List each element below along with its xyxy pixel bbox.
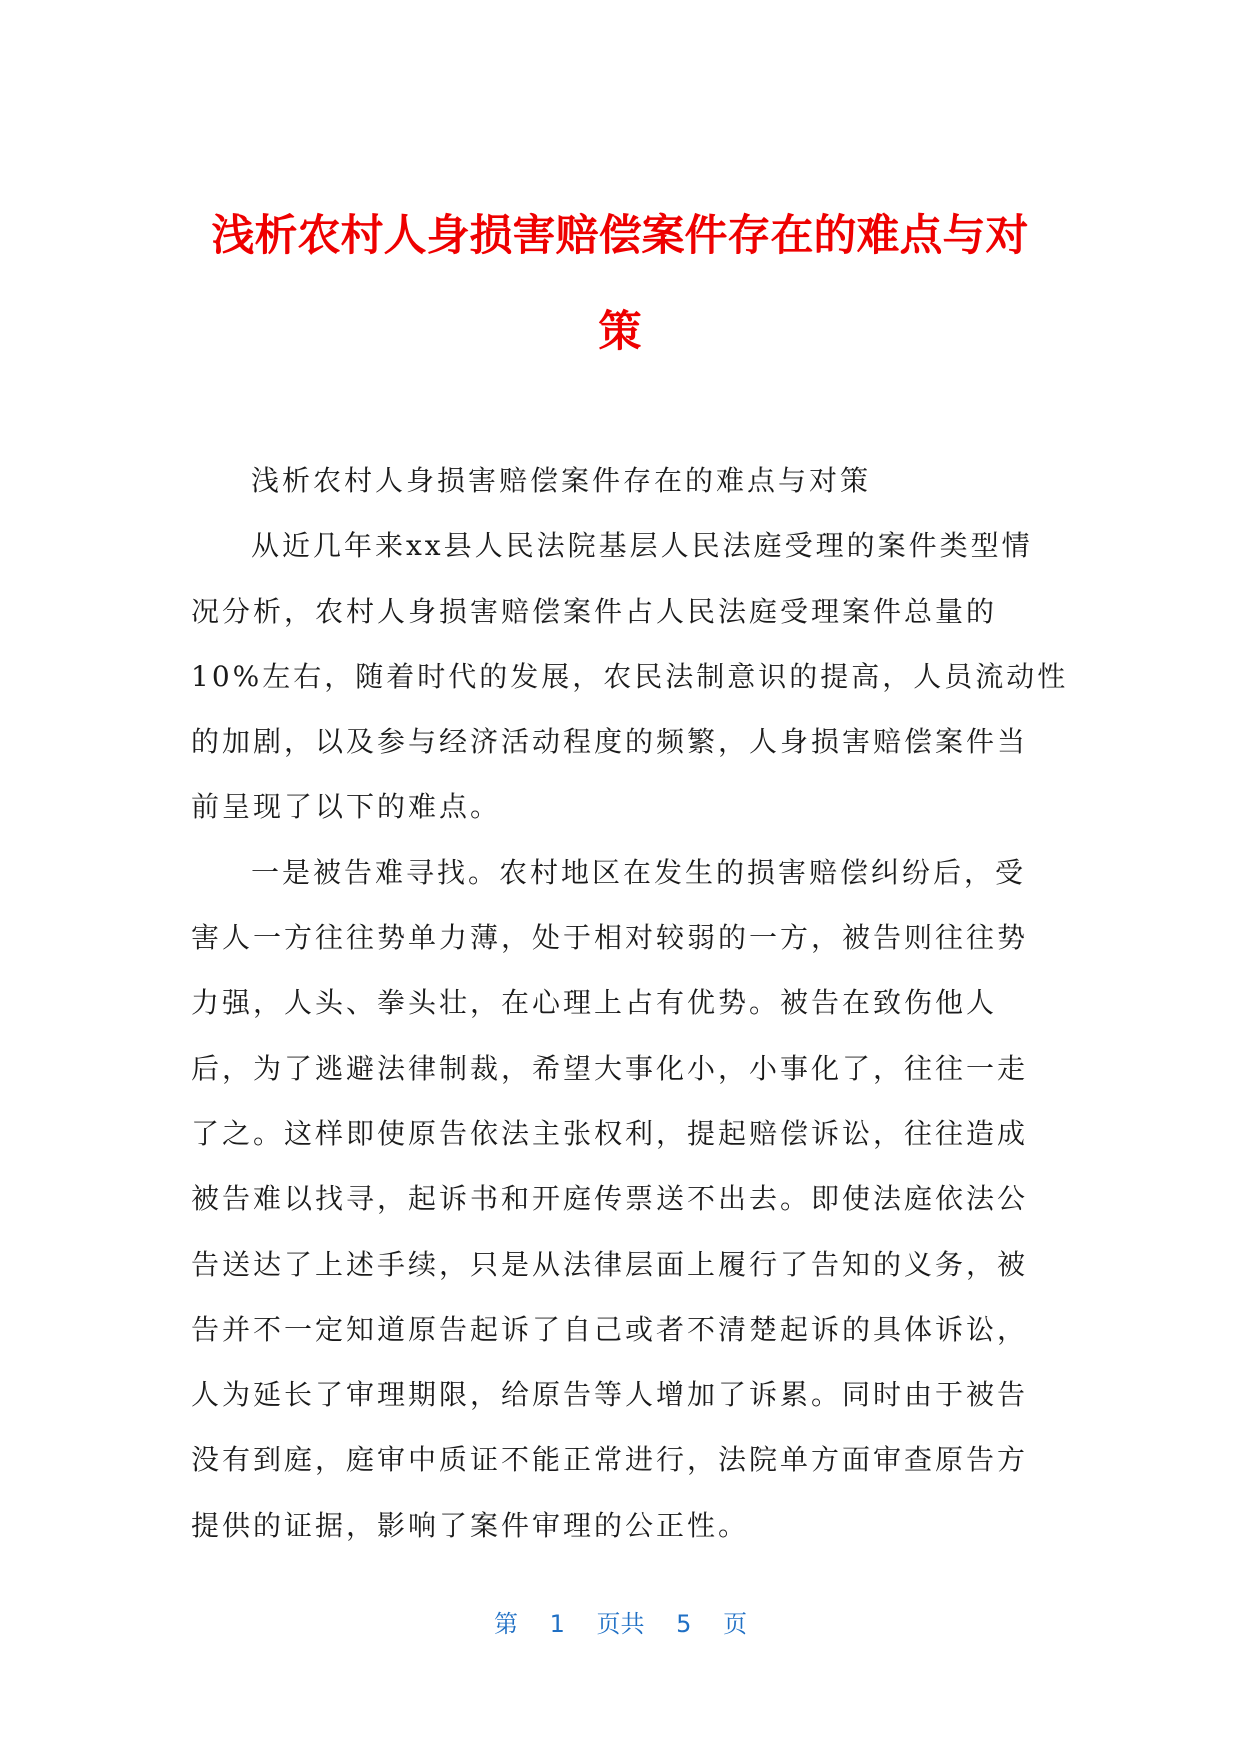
paragraph-line: 提供的证据，影响了案件审理的公正性。 — [191, 1508, 750, 1542]
document-body — [191, 448, 1069, 1558]
document-title — [180, 188, 1060, 380]
paragraph-line: 被告难以找寻，起诉书和开庭传票送不出去。即使法庭依法公 — [191, 1182, 1029, 1216]
footer-total-pages: 5 — [676, 1610, 692, 1638]
paragraph-line: 人为延长了审理期限，给原告等人增加了诉累。同时由于被告 — [191, 1378, 1029, 1412]
title-line-1: 浅析农村人身损害赔偿案件存在的难点与对 — [211, 211, 1029, 261]
page-footer — [0, 1604, 1241, 1644]
subtitle-line: 浅析农村人身损害赔偿案件存在的难点与对策 — [251, 464, 872, 497]
paragraph-line: 10%左右，随着时代的发展，农民法制意识的提高，人员流动性 — [191, 659, 1069, 693]
paragraph-line: 害人一方往往势单力薄，处于相对较弱的一方，被告则往往势 — [191, 921, 1029, 955]
paragraph-line: 了之。这样即使原告依法主张权利，提起赔偿诉讼，往往造成 — [191, 1116, 1029, 1150]
paragraph-line: 告并不一定知道原告起诉了自己或者不清楚起诉的具体诉讼， — [191, 1312, 1029, 1346]
paragraph-line: 一是被告难寻找。农村地区在发生的损害赔偿纠纷后，受 — [251, 855, 1027, 889]
paragraph-line: 从近几年来xx县人民法院基层人民法庭受理的案件类型情 — [251, 529, 1033, 563]
paragraph-line: 后，为了逃避法律制裁，希望大事化小，小事化了，往往一走 — [191, 1051, 1029, 1085]
footer-middle: 页共 — [596, 1610, 645, 1638]
footer-current-page: 1 — [549, 1610, 565, 1638]
paragraph-line: 没有到庭，庭审中质证不能正常进行，法院单方面审查原告方 — [191, 1443, 1029, 1477]
paragraph-line: 前呈现了以下的难点。 — [191, 790, 502, 824]
paragraph-line: 告送达了上述手续，只是从法律层面上履行了告知的义务，被 — [191, 1247, 1029, 1281]
paragraph-line: 况分析，农村人身损害赔偿案件占人民法庭受理案件总量的 — [191, 594, 998, 628]
paragraph-line: 的加剧，以及参与经济活动程度的频繁，人身损害赔偿案件当 — [191, 725, 1029, 759]
footer-suffix: 页 — [723, 1610, 748, 1638]
title-line-2: 策 — [598, 307, 642, 357]
footer-prefix: 第 — [493, 1610, 518, 1638]
paragraph-line: 力强，人头、拳头壮，在心理上占有优势。被告在致伤他人 — [191, 986, 998, 1020]
